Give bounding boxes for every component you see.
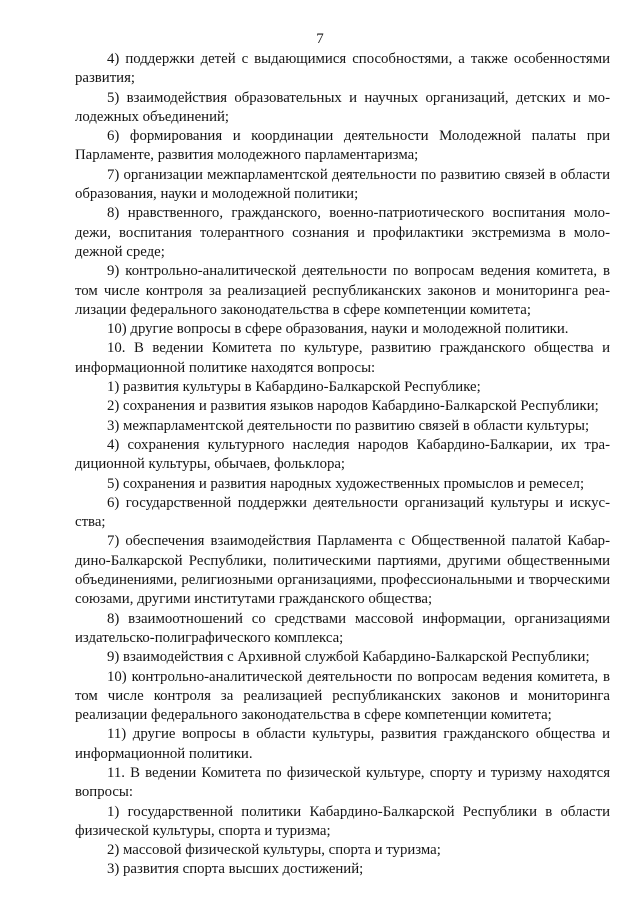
paragraph: 1) государственной политики Кабардино-Балкарской Республики в области физической культуры, спорта и туризма; bbox=[75, 803, 610, 839]
paragraph: 2) массовой физической культуры, спорта и туризма; bbox=[107, 842, 441, 859]
paragraph: 8) взаимоотношений со средствами массовой информации, организациями издательско-полиграфического комплекса; bbox=[75, 610, 610, 646]
document-body bbox=[75, 50, 610, 880]
paragraph: 10) контрольно-аналитической деятельности по вопросам ведения комитета, в том числе контроля за реализацией республиканских законов и мониторинга реализации федерального законодательства в сфере компетенции комитета; bbox=[75, 668, 610, 724]
paragraph: 9) взаимодействия с Архивной службой Кабардино-Балкарской Республики; bbox=[107, 649, 590, 666]
paragraph: 8) нравственного, гражданского, военно-патриотического воспитания молодежи, воспитания толерантного сознания и профилактики экстремизма в молодежной среде; bbox=[75, 205, 610, 260]
paragraph: 10) другие вопросы в сфере образования, науки и молодежной политики. bbox=[107, 321, 569, 338]
paragraph: 3) развития спорта высших достижений; bbox=[107, 861, 364, 878]
paragraph: 4) сохранения культурного наследия народов Кабардино-Балкарии, их традиционной культуры, обычаев, фольклора; bbox=[75, 436, 610, 473]
page-number: 7 bbox=[316, 31, 324, 47]
paragraph: 2) сохранения и развития языков народов Кабардино-Балкарской Республики; bbox=[107, 398, 599, 415]
paragraph: 1) развития культуры в Кабардино-Балкарской Республике; bbox=[107, 379, 481, 396]
paragraph: 7) обеспечения взаимодействия Парламента с Общественной палатой Кабардино-Балкарской Республики, политическими партиями, другими общественными объединениями, религиозными организациями, профессиональными и творческими союзами, другими институтами гражданского общества; bbox=[75, 533, 610, 608]
paragraph: 5) сохранения и развития народных художественных промыслов и ремесел; bbox=[107, 475, 585, 492]
paragraph: 9) контрольно-аналитической деятельности по вопросам ведения комитета, в том числе контроля за реализацией республиканских законов и мониторинга реализации федерального законодательства в сфере компетенции комитета; bbox=[75, 263, 610, 318]
paragraph: 7) организации межпарламентской деятельности по развитию связей в области образования, науки и молодежной политики; bbox=[75, 166, 610, 203]
paragraph: 11) другие вопросы в области культуры, развития гражданского общества и информационной политики. bbox=[75, 726, 610, 762]
paragraph: 3) межпарламентской деятельности по развитию связей в области культуры; bbox=[107, 417, 590, 434]
paragraph: 10. В ведении Комитета по культуре, развитию гражданского общества и информационной политике находятся вопросы: bbox=[75, 340, 610, 376]
paragraph: 11. В ведении Комитета по физической культуре, спорту и туризму находятся вопросы: bbox=[75, 764, 610, 801]
paragraph: 6) государственной поддержки деятельности организаций культуры и искусства; bbox=[75, 494, 610, 531]
paragraph: 5) взаимодействия образовательных и научных организаций, детских и молодежных объединений; bbox=[75, 89, 610, 125]
paragraph: 4) поддержки детей с выдающимися способностями, а также особенностями развития; bbox=[75, 51, 610, 87]
paragraph: 6) формирования и координации деятельности Молодежной палаты при Парламенте, развития молодежного парламентаризма; bbox=[75, 128, 610, 164]
